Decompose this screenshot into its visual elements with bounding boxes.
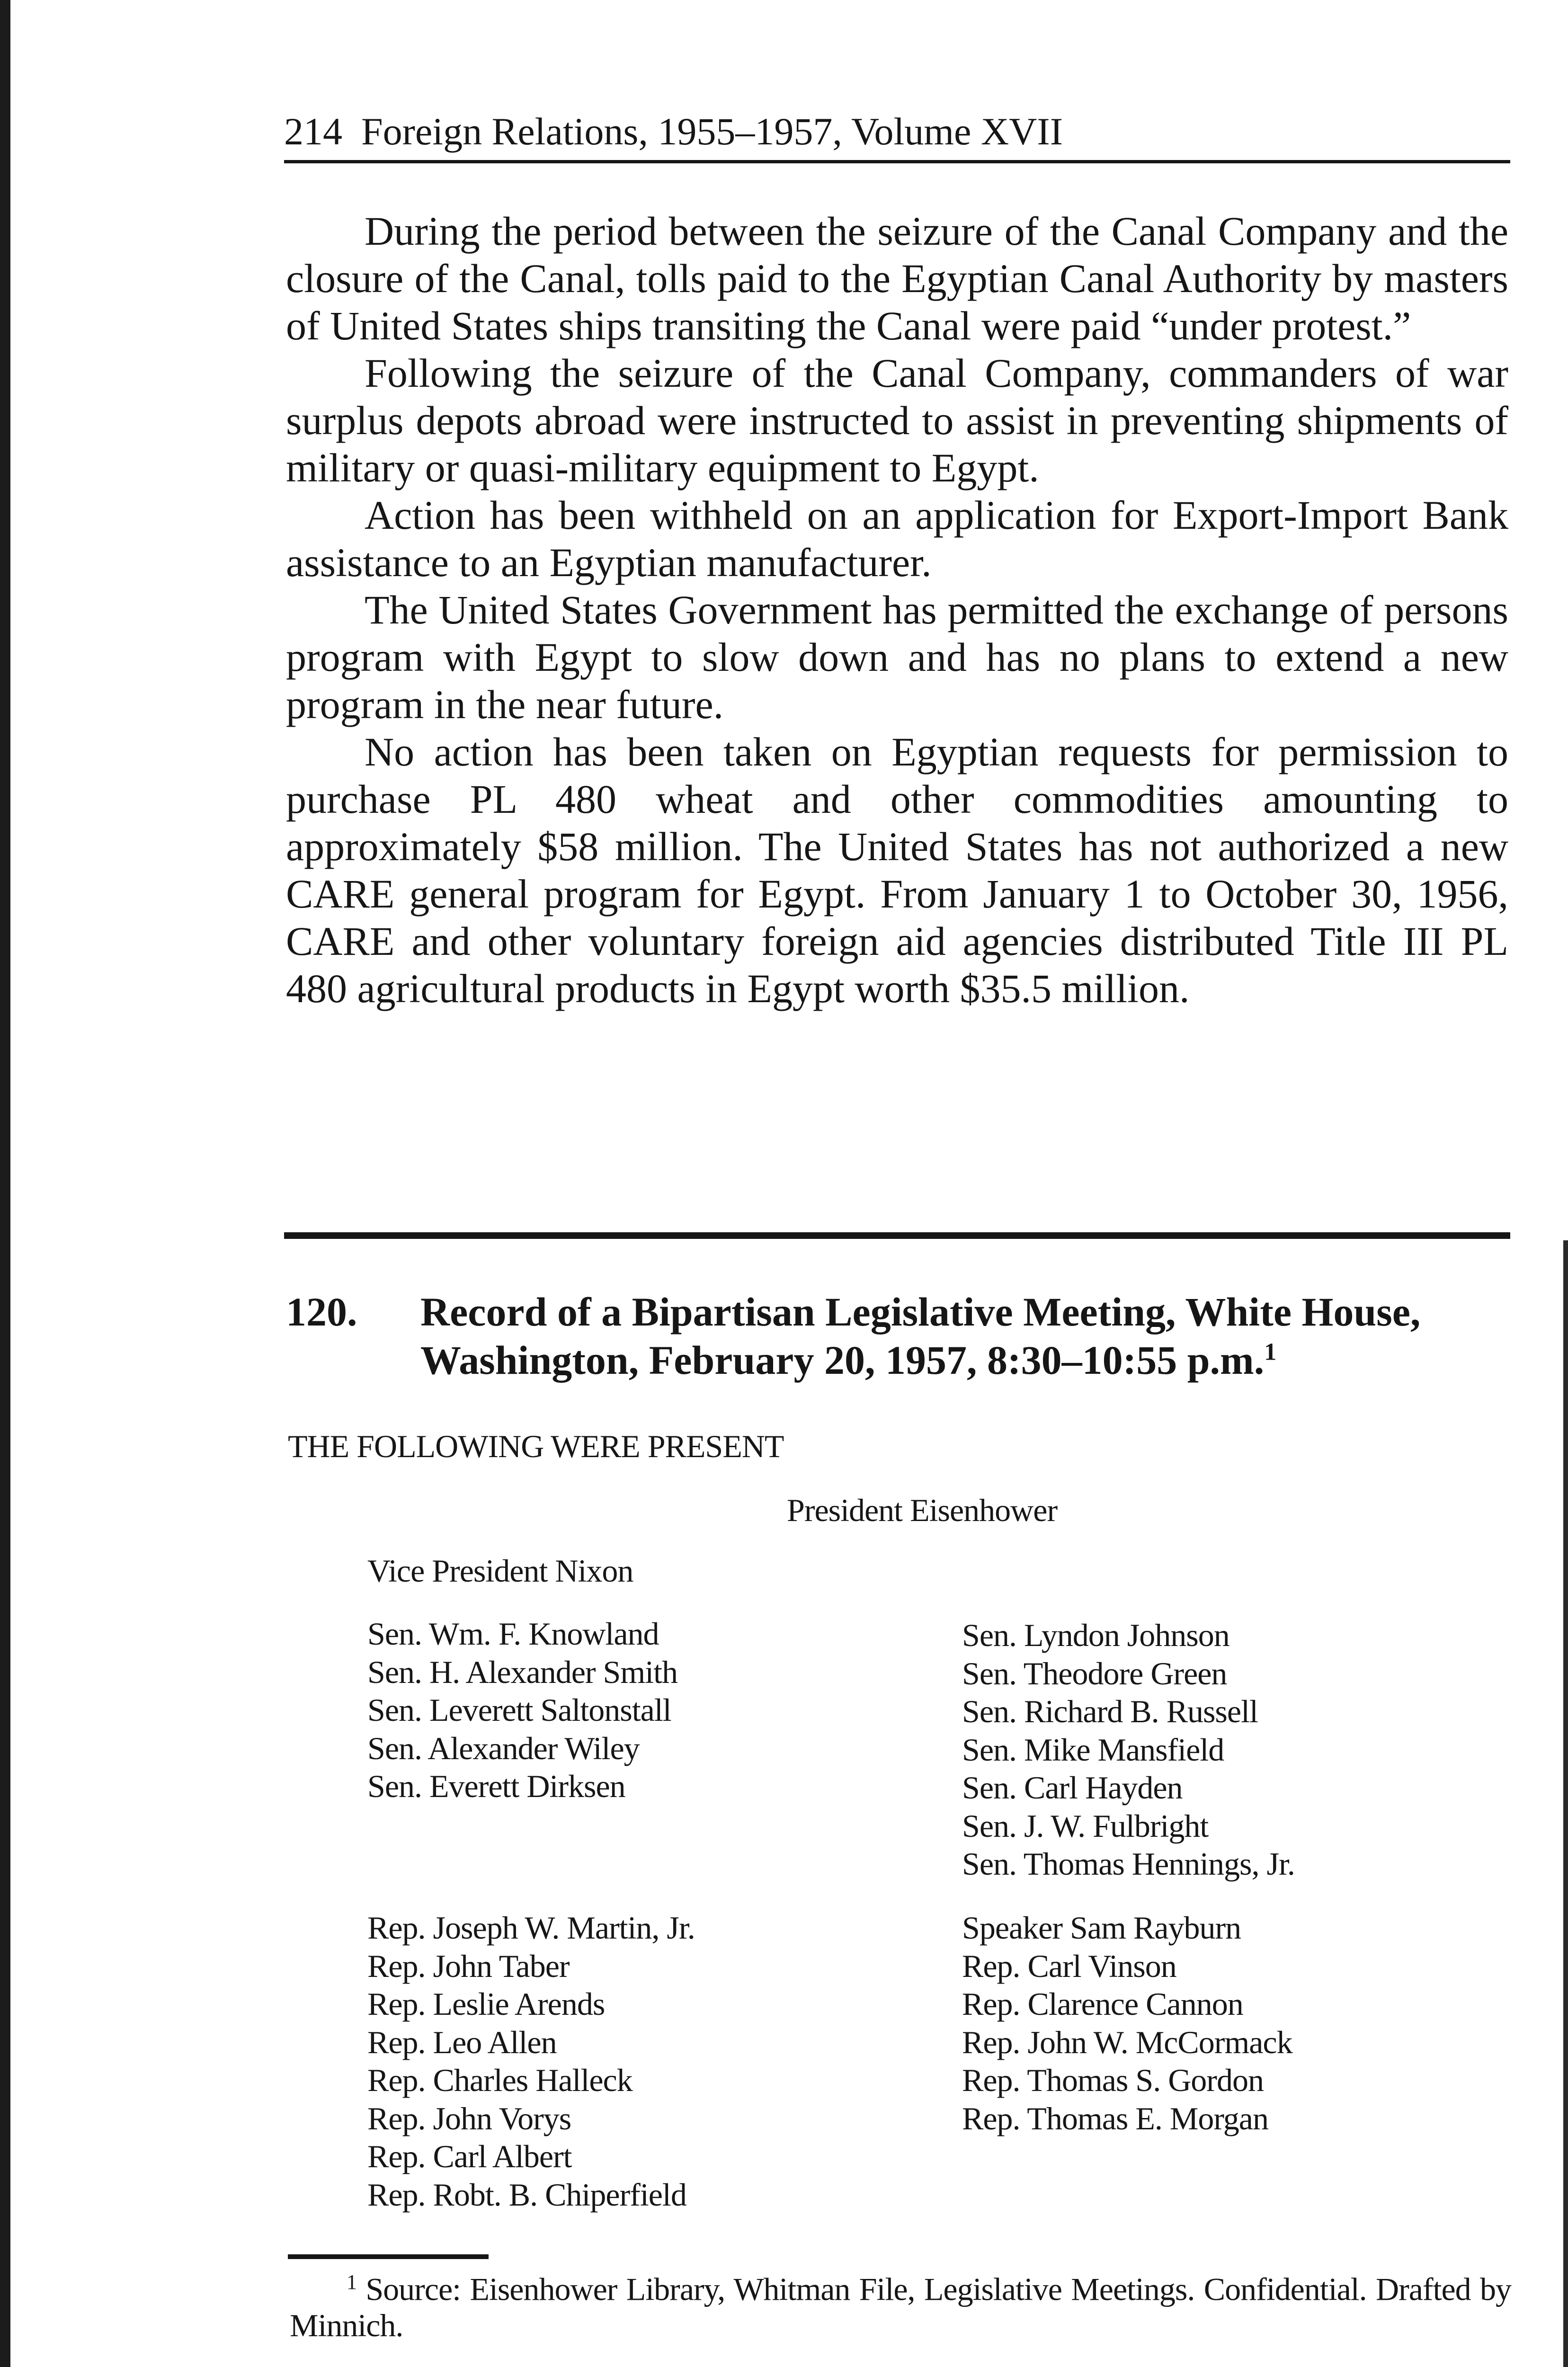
body-paragraph: Following the seizure of the Canal Company, commanders of war surplus depots abroad were instructed to assist in preventing shipments of military or quasi-military equipment to Egypt. — [286, 350, 1508, 490]
running-head — [284, 108, 1510, 155]
footnote-rule — [288, 2254, 489, 2259]
attendee-name: Speaker Sam Rayburn — [962, 1910, 1241, 1946]
attendee-name: Rep. John Taber — [367, 1948, 570, 1984]
body-paragraph: The United States Government has permitted the exchange of persons program with Egypt to slow down and has no plans to extend a new program in the near future. — [286, 587, 1508, 727]
attendee-name: Rep. John W. McCormack — [962, 2024, 1292, 2060]
attendee-name: Rep. Thomas E. Morgan — [962, 2100, 1268, 2136]
attendee-name: Sen. H. Alexander Smith — [367, 1654, 678, 1690]
attendee-vice-president: Vice President Nixon — [367, 1553, 633, 1589]
attendee-name: Rep. Thomas S. Gordon — [962, 2062, 1264, 2098]
document-title-block — [420, 1288, 1505, 1384]
attendee-name: Rep. Carl Vinson — [962, 1948, 1176, 1984]
attendee-name: Sen. Theodore Green — [962, 1655, 1227, 1691]
attendee-name: Sen. Carl Hayden — [962, 1770, 1183, 1806]
section-divider — [284, 1232, 1510, 1239]
attendee-name: Rep. John Vorys — [367, 2100, 571, 2136]
attendee-name: Rep. Charles Halleck — [367, 2062, 633, 2098]
senators-right-column — [962, 1616, 1295, 1883]
attendee-name: Rep. Robt. B. Chiperfield — [367, 2176, 686, 2213]
attendee-name: Rep. Clarence Cannon — [962, 1986, 1243, 2022]
attendee-name: Rep. Leo Allen — [367, 2024, 557, 2060]
representatives-left-column — [367, 1909, 695, 2214]
body-paragraph: Action has been withheld on an application for Export-Import Bank assistance to an Egyptian manufacturer. — [286, 492, 1508, 585]
attendee-name: Sen. Wm. F. Knowland — [367, 1616, 659, 1652]
attendee-name: Rep. Leslie Arends — [367, 1986, 605, 2022]
attendee-name: Sen. Thomas Hennings, Jr. — [962, 1846, 1295, 1882]
document-number: 120. — [286, 1289, 357, 1335]
attendee-name: Sen. Mike Mansfield — [962, 1731, 1224, 1768]
footnote-text: Source: Eisenhower Library, Whitman File, Legislative Meetings. Confidential. Drafted by Minnich. — [290, 2271, 1511, 2343]
attendee-name: Sen. J. W. Fulbright — [962, 1807, 1209, 1844]
body-text — [286, 207, 1508, 1012]
scan-right-edge — [1563, 1240, 1568, 2367]
attendee-name: Sen. Alexander Wiley — [367, 1730, 640, 1766]
footnote-reference: 1 — [1264, 1338, 1277, 1366]
running-head-title: Foreign Relations, 1955–1957, Volume XVII — [361, 110, 1063, 153]
representatives-right-column — [962, 1909, 1292, 2137]
footnote — [290, 2264, 1511, 2343]
attendee-name: Rep. Joseph W. Martin, Jr. — [367, 1910, 695, 1946]
senators-left-column — [367, 1615, 677, 1806]
attendee-name: Rep. Carl Albert — [367, 2138, 572, 2174]
running-head-rule — [284, 160, 1510, 163]
attendee-name: Sen. Richard B. Russell — [962, 1693, 1258, 1729]
attendee-name: Sen. Everett Dirksen — [367, 1768, 625, 1804]
document-title: Record of a Bipartisan Legislative Meeting, White House, Washington, February 20, 1957, 8:30–10:55 p.m. — [420, 1289, 1421, 1383]
body-paragraph: During the period between the seizure of the Canal Company and the closure of the Canal, tolls paid to the Egyptian Canal Authority by masters of United States ships transiting the Canal were paid “under protest.” — [286, 208, 1508, 348]
scan-left-edge — [0, 0, 10, 2367]
attendee-name: Sen. Lyndon Johnson — [962, 1617, 1229, 1653]
attendance-label: THE FOLLOWING WERE PRESENT — [288, 1428, 784, 1464]
body-paragraph: No action has been taken on Egyptian requests for permission to purchase PL 480 wheat and other commodities amounting to approximately $58 million. The United States has not authorized a new CARE general program for Egypt. From January 1 to October 30, 1956, CARE and other voluntary foreign aid agencies distributed Title III PL 480 agricultural products in Egypt worth $35.5 million. — [286, 729, 1508, 1011]
page-number: 214 — [284, 110, 342, 153]
footnote-marker: 1 — [347, 2270, 356, 2294]
attendee-name: Sen. Leverett Saltonstall — [367, 1692, 671, 1728]
attendee-president: President Eisenhower — [787, 1492, 1058, 1528]
